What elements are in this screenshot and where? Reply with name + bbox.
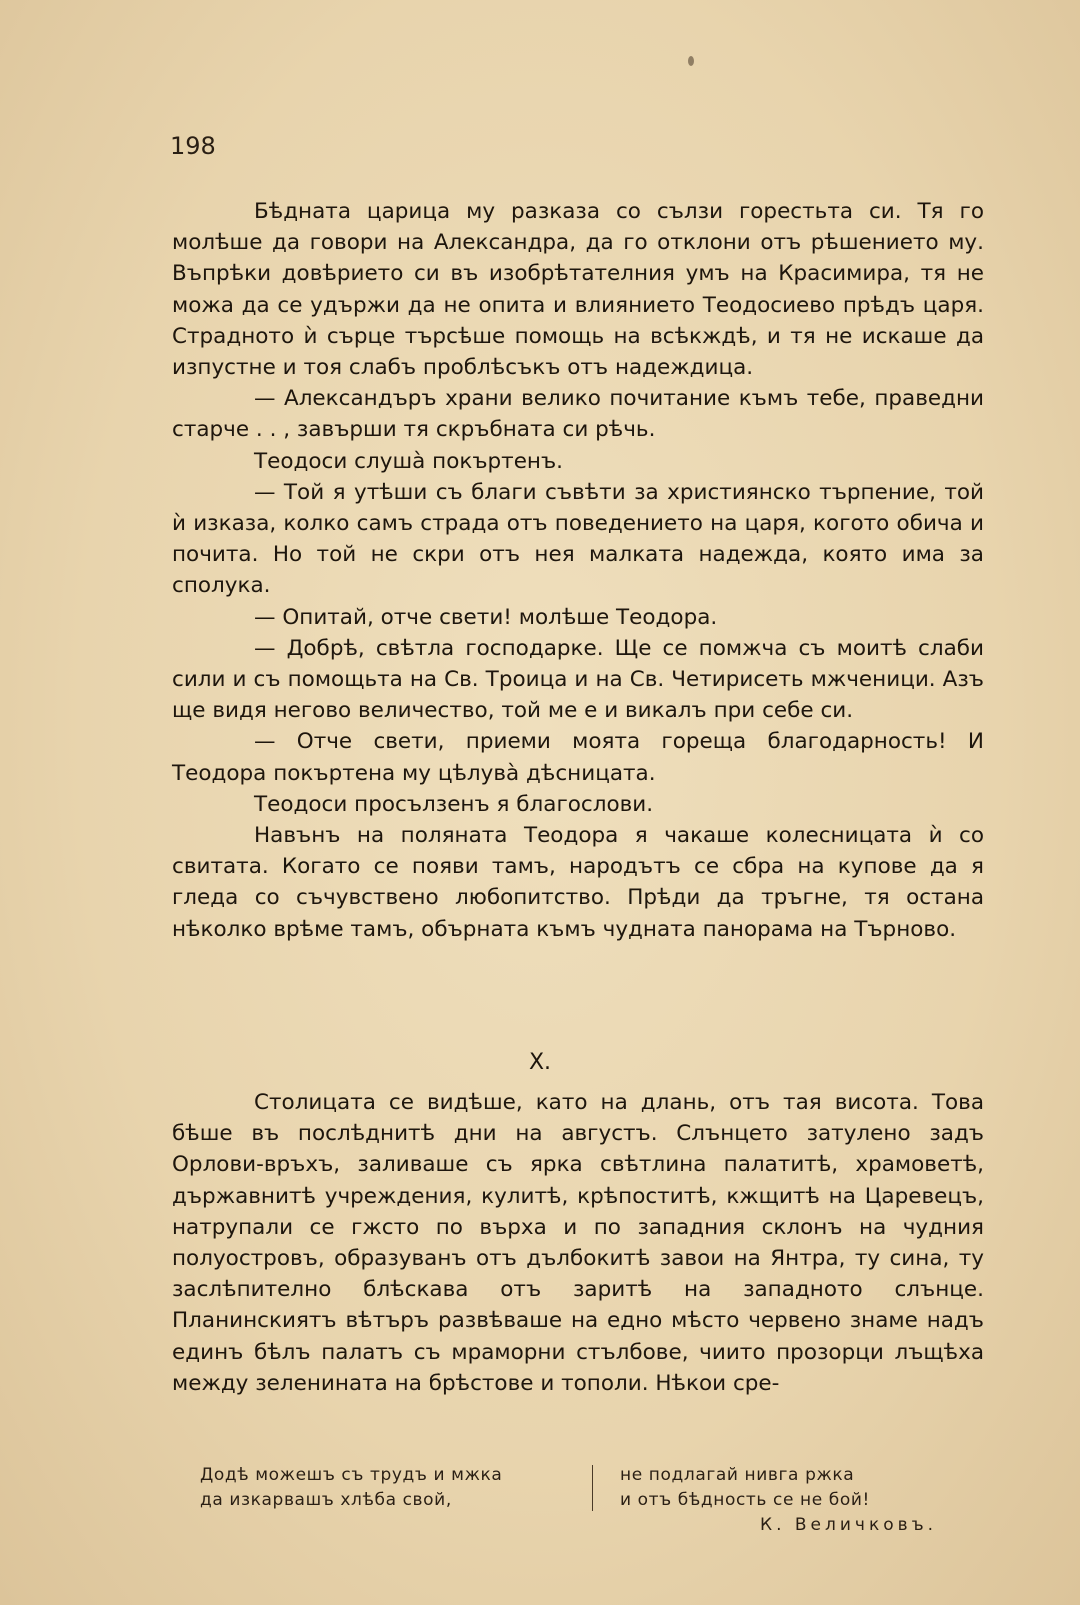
paragraph: Бѣдната царица му разказа со сълзи горестьта си. Тя го молѣше да говори на Александра, да го отклони отъ рѣшението му. Въпрѣки довѣрието си въ изобрѣтателния умъ на Красимира, тя не можа да се удържи да не опита и влиянието Теодосиево прѣдъ царя. Страдното ѝ сърце търсѣше помощь на всѣкждѣ, и тя не искаше да изпустне и тоя слабъ проблѣсъкъ отъ надеждица.: [172, 199, 984, 381]
epigraph-right-column: [620, 1463, 990, 1513]
paragraph: — Добрѣ, свѣтла господарке. Ще се помжча съ моитѣ слаби сили и съ помощьта на Св. Троица и на Св. Четирисеть мжченици. Азъ ще видя негово величество, той ме е и викалъ при себе си.: [172, 635, 984, 724]
paragraph: Навънъ на поляната Теодора я чакаше колесницата ѝ со свитата. Когато се появи тамъ, народътъ се сбра на купове да я гледа со съчувствено любопитство. Прѣди да тръгне, тя остана нѣколко врѣме тамъ, обърната къмъ чудната панорама на Търново.: [172, 823, 984, 942]
text-block-chapter-x: [172, 1087, 984, 1399]
page-number: 198: [170, 132, 216, 160]
epigraph-line: и отъ бѣдность се не бой!: [620, 1490, 870, 1510]
epigraph-line: не подлагай нивга ржка: [620, 1465, 855, 1485]
paragraph: Столицата се видѣше, като на длань, отъ тая висота. Това бѣше въ послѣднитѣ дни на августъ. Слънцето затулено задъ Орлови-връхъ, заливаше съ ярка свѣтлина палатитѣ, храмоветѣ, държавнитѣ учреждения, кулитѣ, крѣпоститѣ, кжщитѣ на Царевецъ, натрупали се гжсто по върха и по западния склонъ на чудния полуостровъ, образуванъ отъ дълбокитѣ завои на Янтра, ту сина, ту заслѣпително блѣскава отъ заритѣ на западното слънце. Планинскиятъ вѣтъръ развѣваше на едно мѣсто червено знаме надъ единъ бѣлъ палатъ съ мраморни стълбове, чиито прозорци лъщѣха между зеленината на брѣстове и тополи. Нѣкои сре-: [172, 1090, 984, 1396]
epigraph-divider: [592, 1465, 593, 1511]
paragraph: — Александъръ храни велико почитание къмъ тебе, праведни старче . . , завърши тя скръбната си рѣчь.: [172, 386, 984, 443]
ink-speck: [688, 56, 694, 66]
paragraph: — Той я утѣши съ благи съвѣти за християнско търпение, той ѝ изказа, колко самъ страда отъ поведението на царя, когото обича и почита. Но той не скри отъ нея малката надежда, която има за сполука.: [172, 479, 984, 599]
text-block-before-chapter: [172, 196, 984, 945]
epigraph-left-column: [200, 1463, 580, 1513]
epigraph-line: Додѣ можешъ съ трудъ и мжка: [200, 1465, 503, 1485]
chapter-heading: X.: [528, 1050, 552, 1075]
paragraph: Теодоси слушà покъртенъ.: [254, 448, 563, 474]
paragraph: — Опитай, отче свети! молѣше Теодора.: [254, 604, 718, 630]
paragraph: — Отче свети, приеми моята гореща благодарность! И Теодора покъртена му цѣлувà дѣсницата.: [172, 729, 984, 786]
epigraph-line: да изкарвашъ хлѣба свой,: [200, 1490, 452, 1510]
epigraph-author: К. Величковъ.: [760, 1515, 938, 1535]
paragraph: Теодоси просълзенъ я благослови.: [254, 791, 654, 817]
